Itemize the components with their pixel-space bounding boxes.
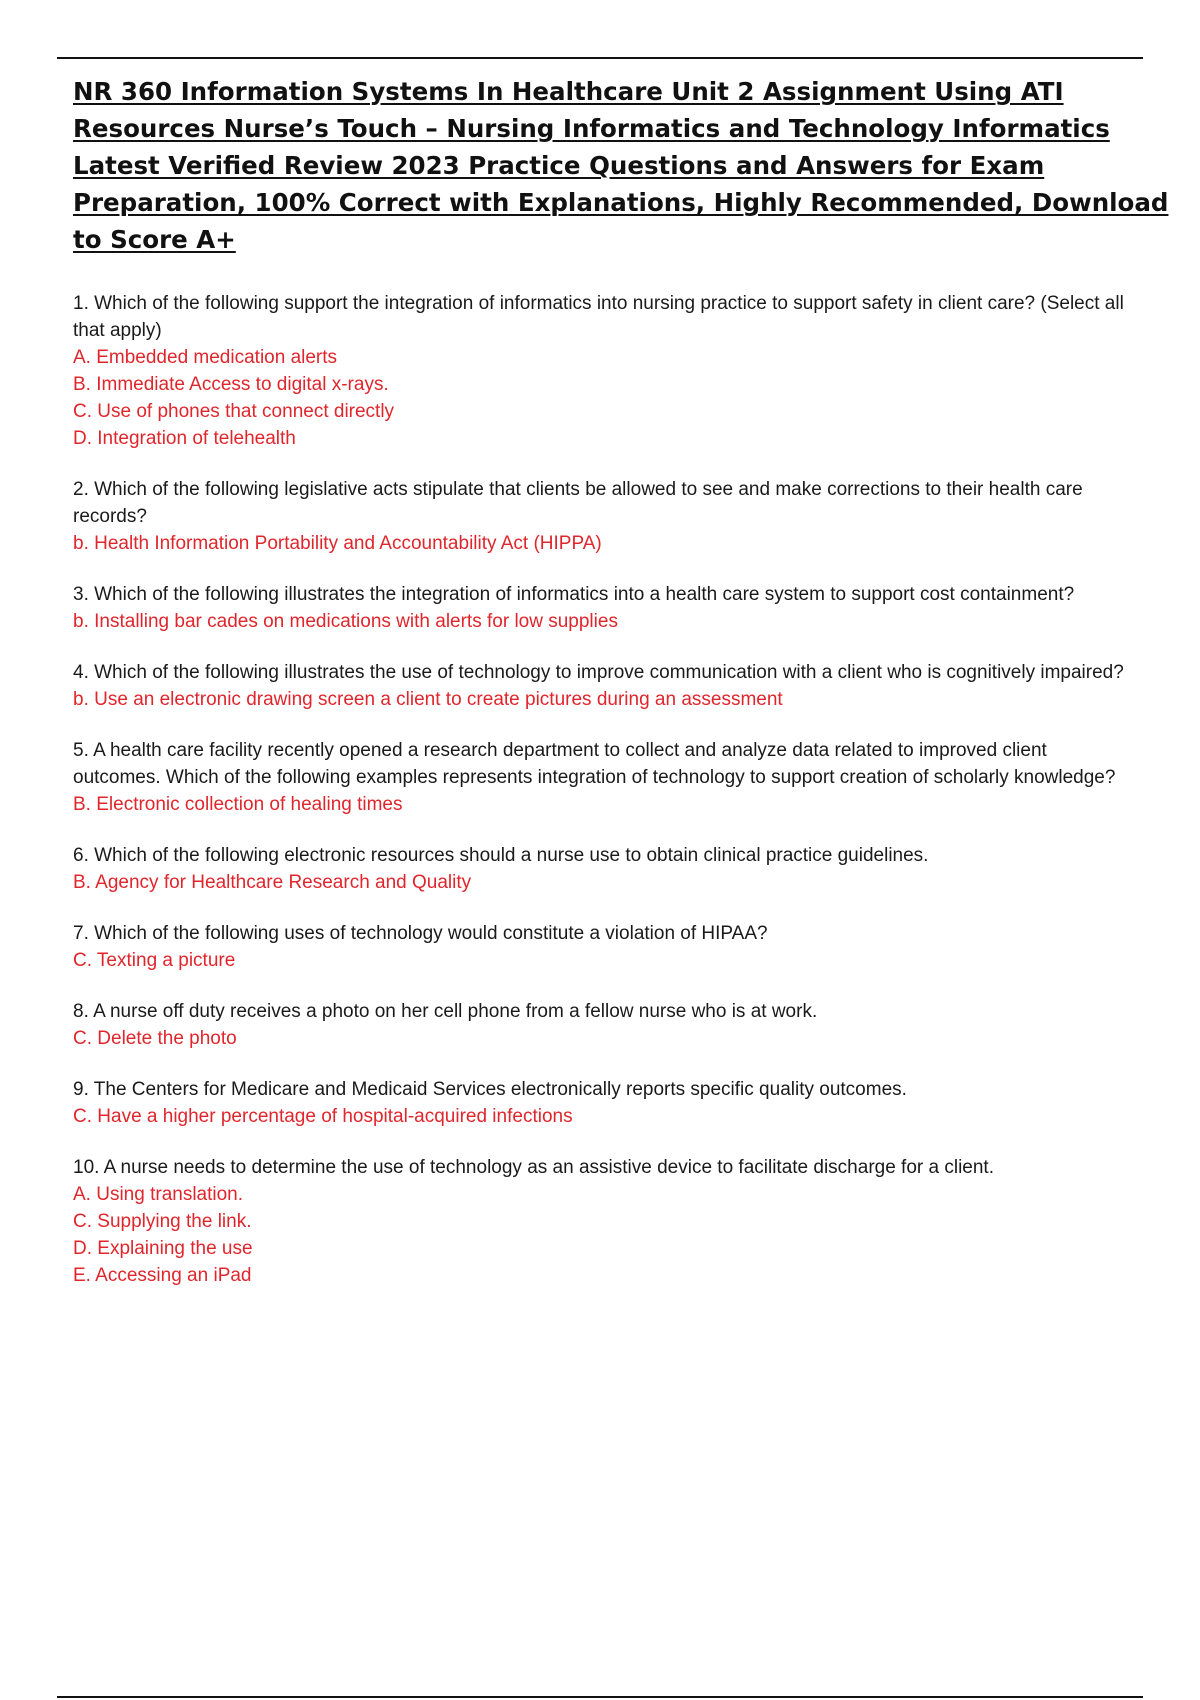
document-title: NR 360 Information Systems In Healthcare Unit 2 Assignment Using ATI Resources Nurse’s Touch – Nursing Informatics and Technology Informatics Latest Verified Review 2023 Practice Questions and Answers for Exam Preparation, 100% Correct with Explanations, Highly Recommended, Download to Score A+ bbox=[73, 77, 1169, 254]
answer-list bbox=[73, 530, 1173, 557]
question-block bbox=[73, 842, 1173, 896]
question-block bbox=[73, 659, 1173, 713]
question-text: 2. Which of the following legislative acts stipulate that clients be allowed to see and make corrections to their health care records? bbox=[73, 479, 1083, 527]
question-text: 8. A nurse off duty receives a photo on her cell phone from a fellow nurse who is at work. bbox=[73, 1001, 818, 1022]
question-text: 6. Which of the following electronic resources should a nurse use to obtain clinical practice guidelines. bbox=[73, 845, 929, 866]
answer-list bbox=[73, 947, 1173, 974]
question-block bbox=[73, 476, 1173, 557]
question-text: 5. A health care facility recently opened a research department to collect and analyze data related to improved client outcomes. Which of the following examples represents integration of technology to support creation of scholarly knowledge? bbox=[73, 740, 1116, 788]
question-text: 9. The Centers for Medicare and Medicaid Services electronically reports specific quality outcomes. bbox=[73, 1079, 907, 1100]
answer-list bbox=[73, 1103, 1173, 1130]
question-block bbox=[73, 1154, 1173, 1289]
answer-list bbox=[73, 344, 1173, 452]
answer-list bbox=[73, 869, 1173, 896]
answer-list bbox=[73, 791, 1173, 818]
answer-text: D. Integration of telehealth bbox=[73, 428, 296, 449]
answer-text: C. Have a higher percentage of hospital-acquired infections bbox=[73, 1106, 573, 1127]
question-text: 3. Which of the following illustrates the integration of informatics into a health care system to support cost containment? bbox=[73, 584, 1075, 605]
answer-list bbox=[73, 1025, 1173, 1052]
bottom-rule bbox=[57, 1696, 1143, 1698]
top-rule bbox=[57, 57, 1143, 59]
answer-text: A. Using translation. bbox=[73, 1184, 244, 1205]
answer-text: b. Use an electronic drawing screen a client to create pictures during an assessment bbox=[73, 689, 783, 710]
answer-text: b. Installing bar cades on medications with alerts for low supplies bbox=[73, 611, 618, 632]
answer-text: C. Use of phones that connect directly bbox=[73, 401, 395, 422]
question-block bbox=[73, 581, 1173, 635]
question-block bbox=[73, 998, 1173, 1052]
answer-text: B. Electronic collection of healing times bbox=[73, 794, 403, 815]
answer-list bbox=[73, 686, 1173, 713]
question-text: 4. Which of the following illustrates the use of technology to improve communication with a client who is cognitively impaired? bbox=[73, 662, 1124, 683]
answer-text: E. Accessing an iPad bbox=[73, 1265, 252, 1286]
document-body bbox=[73, 73, 1173, 1313]
answer-list bbox=[73, 1181, 1173, 1289]
question-block bbox=[73, 290, 1173, 452]
question-block bbox=[73, 920, 1173, 974]
answer-list bbox=[73, 608, 1173, 635]
answer-text: D. Explaining the use bbox=[73, 1238, 253, 1259]
question-block bbox=[73, 1076, 1173, 1130]
answer-text: A. Embedded medication alerts bbox=[73, 347, 338, 368]
question-text: 1. Which of the following support the integration of informatics into nursing practice to support safety in client care? (Select all that apply) bbox=[73, 293, 1124, 341]
question-block bbox=[73, 737, 1173, 818]
question-text: 7. Which of the following uses of technology would constitute a violation of HIPAA? bbox=[73, 923, 768, 944]
answer-text: b. Health Information Portability and Accountability Act (HIPPA) bbox=[73, 533, 602, 554]
answer-text: B. Agency for Healthcare Research and Quality bbox=[73, 872, 472, 893]
question-list bbox=[73, 290, 1173, 1289]
answer-text: C. Texting a picture bbox=[73, 950, 236, 971]
answer-text: C. Delete the photo bbox=[73, 1028, 237, 1049]
answer-text: B. Immediate Access to digital x-rays. bbox=[73, 374, 389, 395]
answer-text: C. Supplying the link. bbox=[73, 1211, 252, 1232]
question-text: 10. A nurse needs to determine the use of technology as an assistive device to facilitate discharge for a client. bbox=[73, 1157, 994, 1178]
